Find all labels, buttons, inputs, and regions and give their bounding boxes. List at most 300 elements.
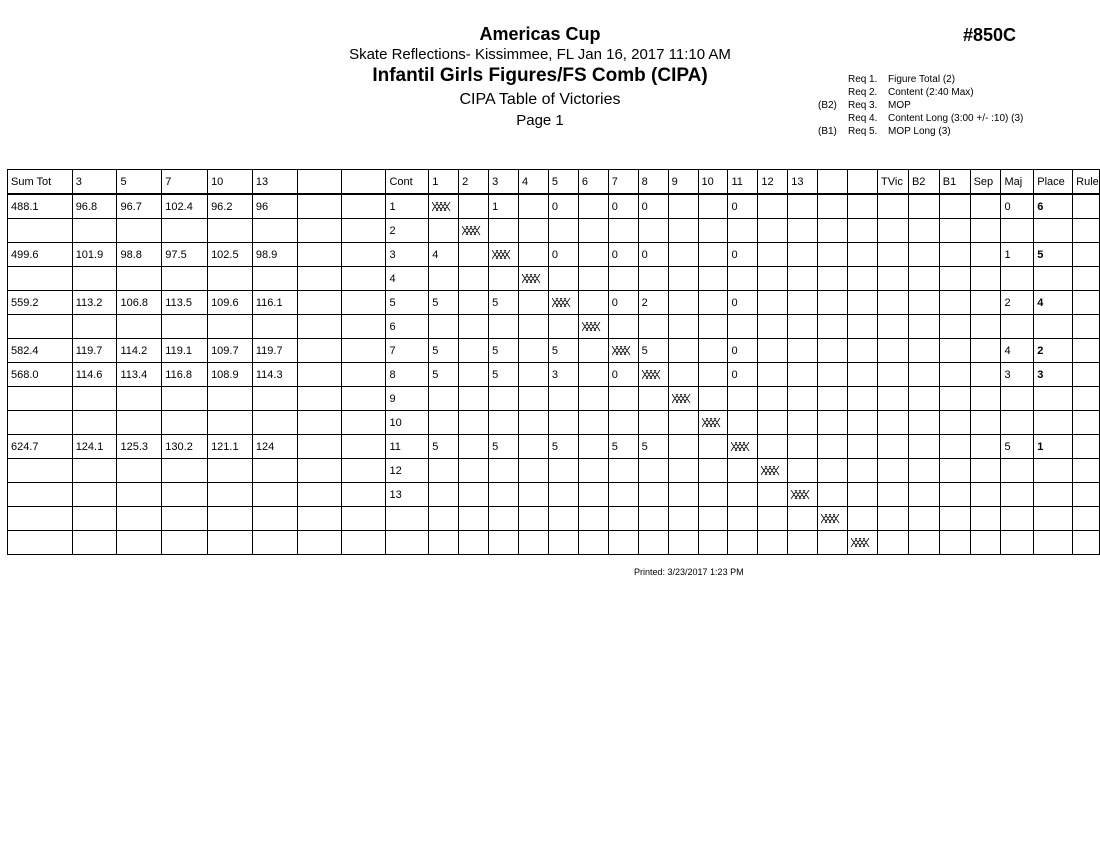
table-cell bbox=[818, 194, 848, 219]
table-cell bbox=[758, 194, 788, 219]
table-cell bbox=[1034, 531, 1073, 555]
crossed-cell-icon bbox=[642, 370, 663, 379]
table-cell bbox=[698, 507, 728, 531]
requirement-tag: (B1) bbox=[818, 126, 837, 137]
crossed-cell-icon bbox=[522, 274, 543, 283]
table-cell bbox=[970, 507, 1001, 531]
requirement-tag: (B2) bbox=[818, 100, 837, 111]
table-cell bbox=[578, 507, 608, 531]
requirement-number: 5. bbox=[869, 126, 878, 137]
column-header: 10 bbox=[208, 170, 253, 195]
table-cell bbox=[208, 219, 253, 243]
table-cell bbox=[578, 363, 608, 387]
table-cell bbox=[818, 291, 848, 315]
requirement-number: 3. bbox=[869, 100, 878, 111]
table-cell: 0 bbox=[608, 194, 638, 219]
crossed-cell bbox=[698, 411, 728, 435]
table-cell bbox=[489, 411, 519, 435]
table-cell bbox=[1034, 387, 1073, 411]
column-header: 13 bbox=[252, 170, 297, 195]
table-cell: 96.2 bbox=[208, 194, 253, 219]
table-cell bbox=[429, 411, 459, 435]
table-cell bbox=[728, 507, 758, 531]
table-cell bbox=[908, 363, 939, 387]
column-header bbox=[297, 170, 341, 195]
crossed-cell-icon bbox=[672, 394, 693, 403]
table-cell bbox=[297, 339, 341, 363]
table-row bbox=[8, 435, 1100, 459]
table-cell bbox=[698, 531, 728, 555]
table-cell bbox=[1073, 339, 1100, 363]
requirement-label: Req bbox=[848, 113, 867, 124]
table-cell: 98.8 bbox=[117, 243, 162, 267]
table-cell bbox=[342, 267, 386, 291]
table-cell bbox=[459, 194, 489, 219]
table-cell bbox=[788, 243, 818, 267]
table-cell: 0 bbox=[608, 291, 638, 315]
table-cell bbox=[518, 291, 548, 315]
table-cell bbox=[818, 243, 848, 267]
table-cell bbox=[698, 291, 728, 315]
table-cell bbox=[668, 507, 698, 531]
table-cell bbox=[578, 387, 608, 411]
crossed-cell bbox=[818, 507, 848, 531]
table-cell bbox=[728, 387, 758, 411]
table-cell bbox=[758, 483, 788, 507]
table-cell bbox=[939, 483, 970, 507]
table-cell: 130.2 bbox=[162, 435, 208, 459]
table-cell bbox=[878, 363, 909, 387]
table-cell bbox=[459, 291, 489, 315]
table-cell bbox=[1073, 483, 1100, 507]
table-cell: 108.9 bbox=[208, 363, 253, 387]
table-cell bbox=[818, 387, 848, 411]
table-cell bbox=[638, 387, 668, 411]
table-cell bbox=[72, 459, 117, 483]
table-cell bbox=[1001, 459, 1034, 483]
table-cell bbox=[939, 411, 970, 435]
table-cell bbox=[297, 243, 341, 267]
table-cell bbox=[878, 267, 909, 291]
table-cell bbox=[548, 531, 578, 555]
requirement-label: Req bbox=[848, 100, 867, 111]
table-cell bbox=[489, 459, 519, 483]
table-cell bbox=[818, 531, 848, 555]
table-cell bbox=[1034, 459, 1073, 483]
table-cell bbox=[518, 243, 548, 267]
table-cell bbox=[608, 315, 638, 339]
table-cell bbox=[848, 267, 878, 291]
table-cell: 119.1 bbox=[162, 339, 208, 363]
table-cell bbox=[878, 483, 909, 507]
requirement-item bbox=[818, 86, 1023, 99]
column-header: 4 bbox=[518, 170, 548, 195]
table-cell: 5 bbox=[548, 339, 578, 363]
crossed-cell bbox=[728, 435, 758, 459]
requirement-item bbox=[818, 125, 1023, 138]
table-cell bbox=[758, 531, 788, 555]
table-cell bbox=[548, 483, 578, 507]
table-cell bbox=[208, 411, 253, 435]
table-cell bbox=[297, 291, 341, 315]
table-cell bbox=[970, 411, 1001, 435]
table-cell bbox=[758, 267, 788, 291]
table-cell bbox=[72, 531, 117, 555]
table-cell bbox=[252, 531, 297, 555]
table-cell: 5 bbox=[638, 339, 668, 363]
table-cell: 114.6 bbox=[72, 363, 117, 387]
table-cell bbox=[608, 411, 638, 435]
table-cell: 116.1 bbox=[252, 291, 297, 315]
table-cell bbox=[698, 315, 728, 339]
crossed-cell-icon bbox=[462, 226, 483, 235]
table-cell: 5 bbox=[1001, 435, 1034, 459]
table-cell bbox=[970, 363, 1001, 387]
table-cell bbox=[608, 219, 638, 243]
table-cell bbox=[548, 459, 578, 483]
table-cell bbox=[758, 243, 788, 267]
table-cell bbox=[252, 315, 297, 339]
column-header: Place bbox=[1034, 170, 1073, 195]
table-cell bbox=[162, 315, 208, 339]
table-cell bbox=[878, 194, 909, 219]
table-cell bbox=[908, 291, 939, 315]
column-header: 7 bbox=[608, 170, 638, 195]
table-cell bbox=[939, 339, 970, 363]
report-title: Americas Cup bbox=[479, 24, 601, 44]
table-cell bbox=[1073, 267, 1100, 291]
table-cell bbox=[878, 219, 909, 243]
table-cell: 0 bbox=[728, 291, 758, 315]
table-cell bbox=[668, 267, 698, 291]
table-cell: 102.5 bbox=[208, 243, 253, 267]
table-cell: 119.7 bbox=[72, 339, 117, 363]
table-cell bbox=[459, 315, 489, 339]
table-cell bbox=[489, 315, 519, 339]
table-cell bbox=[908, 483, 939, 507]
table-row bbox=[8, 387, 1100, 411]
table-cell bbox=[117, 267, 162, 291]
table-cell bbox=[459, 459, 489, 483]
table-cell bbox=[848, 315, 878, 339]
table-cell bbox=[728, 483, 758, 507]
table-cell: 4 bbox=[1001, 339, 1034, 363]
table-cell bbox=[297, 435, 341, 459]
table-cell bbox=[8, 387, 73, 411]
column-header: 13 bbox=[788, 170, 818, 195]
table-cell: 624.7 bbox=[8, 435, 73, 459]
table-cell: 3 bbox=[1034, 363, 1073, 387]
table-cell bbox=[970, 219, 1001, 243]
table-row bbox=[8, 291, 1100, 315]
table-cell bbox=[1073, 219, 1100, 243]
table-cell bbox=[788, 291, 818, 315]
table-cell bbox=[117, 387, 162, 411]
table-cell bbox=[1073, 459, 1100, 483]
table-cell bbox=[459, 363, 489, 387]
table-cell: 12 bbox=[386, 459, 429, 483]
table-cell bbox=[668, 219, 698, 243]
column-header: TVic bbox=[878, 170, 909, 195]
table-cell: 9 bbox=[386, 387, 429, 411]
table-cell bbox=[208, 507, 253, 531]
table-cell bbox=[1073, 243, 1100, 267]
table-cell bbox=[908, 507, 939, 531]
table-cell bbox=[342, 483, 386, 507]
table-cell bbox=[788, 363, 818, 387]
column-header: B2 bbox=[908, 170, 939, 195]
page-number: Page 1 bbox=[516, 112, 564, 129]
requirement-number: 4. bbox=[869, 113, 878, 124]
table-cell bbox=[117, 531, 162, 555]
crossed-cell bbox=[518, 267, 548, 291]
table-cell bbox=[818, 411, 848, 435]
crossed-cell bbox=[489, 243, 519, 267]
table-cell: 5 bbox=[429, 291, 459, 315]
crossed-cell bbox=[668, 387, 698, 411]
table-cell bbox=[489, 267, 519, 291]
table-cell bbox=[208, 459, 253, 483]
requirement-text: Content Long (3:00 +/- :10) (3) bbox=[888, 113, 1024, 124]
table-cell bbox=[489, 531, 519, 555]
table-cell: 0 bbox=[728, 194, 758, 219]
table-cell bbox=[698, 435, 728, 459]
table-cell bbox=[758, 315, 788, 339]
crossed-cell-icon bbox=[612, 346, 633, 355]
table-cell bbox=[698, 339, 728, 363]
table-cell bbox=[518, 387, 548, 411]
table-cell bbox=[297, 531, 341, 555]
table-cell: 5 bbox=[489, 435, 519, 459]
table-cell bbox=[429, 483, 459, 507]
table-cell bbox=[908, 411, 939, 435]
table-cell: 5 bbox=[1034, 243, 1073, 267]
table-row bbox=[8, 507, 1100, 531]
table-cell bbox=[1073, 507, 1100, 531]
table-cell bbox=[297, 483, 341, 507]
table-cell: 488.1 bbox=[8, 194, 73, 219]
table-cell bbox=[489, 219, 519, 243]
table-cell bbox=[818, 459, 848, 483]
table-cell bbox=[848, 435, 878, 459]
table-row bbox=[8, 194, 1100, 219]
table-cell bbox=[878, 411, 909, 435]
column-header: 3 bbox=[489, 170, 519, 195]
table-cell bbox=[489, 483, 519, 507]
table-cell bbox=[908, 387, 939, 411]
crossed-cell-icon bbox=[821, 514, 842, 523]
column-header: 5 bbox=[117, 170, 162, 195]
crossed-cell-icon bbox=[761, 466, 782, 475]
table-cell bbox=[939, 531, 970, 555]
table-cell bbox=[429, 219, 459, 243]
requirement-item bbox=[818, 73, 1023, 86]
table-cell bbox=[970, 483, 1001, 507]
table-cell: 5 bbox=[548, 435, 578, 459]
table-cell bbox=[818, 267, 848, 291]
table-cell bbox=[788, 411, 818, 435]
table-row bbox=[8, 243, 1100, 267]
table-cell bbox=[578, 291, 608, 315]
table-cell bbox=[1001, 507, 1034, 531]
table-cell bbox=[970, 291, 1001, 315]
table-cell bbox=[429, 507, 459, 531]
table-cell bbox=[578, 459, 608, 483]
table-cell bbox=[908, 315, 939, 339]
crossed-cell bbox=[788, 483, 818, 507]
table-cell bbox=[1001, 483, 1034, 507]
table-cell: 559.2 bbox=[8, 291, 73, 315]
table-cell bbox=[908, 339, 939, 363]
table-cell bbox=[548, 507, 578, 531]
table-cell bbox=[939, 219, 970, 243]
table-cell bbox=[548, 219, 578, 243]
table-cell bbox=[668, 194, 698, 219]
table-cell: 4 bbox=[429, 243, 459, 267]
table-cell bbox=[788, 531, 818, 555]
table-cell: 2 bbox=[638, 291, 668, 315]
table-cell bbox=[297, 315, 341, 339]
table-cell bbox=[342, 243, 386, 267]
table-cell bbox=[578, 243, 608, 267]
table-cell bbox=[878, 291, 909, 315]
table-cell bbox=[518, 363, 548, 387]
table-cell bbox=[818, 315, 848, 339]
table-cell bbox=[698, 387, 728, 411]
table-cell: 6 bbox=[386, 315, 429, 339]
table-cell bbox=[548, 387, 578, 411]
table-cell: 0 bbox=[608, 363, 638, 387]
table-cell bbox=[939, 267, 970, 291]
table-cell bbox=[939, 435, 970, 459]
crossed-cell bbox=[608, 339, 638, 363]
table-cell bbox=[848, 387, 878, 411]
table-cell bbox=[208, 387, 253, 411]
table-cell bbox=[117, 315, 162, 339]
table-cell bbox=[208, 483, 253, 507]
table-row bbox=[8, 411, 1100, 435]
table-cell bbox=[518, 339, 548, 363]
table-cell bbox=[8, 411, 73, 435]
table-cell bbox=[342, 531, 386, 555]
table-cell bbox=[548, 411, 578, 435]
table-cell bbox=[878, 507, 909, 531]
column-header: 9 bbox=[668, 170, 698, 195]
table-cell bbox=[939, 459, 970, 483]
table-cell bbox=[728, 411, 758, 435]
table-cell bbox=[459, 435, 489, 459]
table-cell: 119.7 bbox=[252, 339, 297, 363]
table-cell: 1 bbox=[1034, 435, 1073, 459]
table-cell: 0 bbox=[728, 363, 758, 387]
table-cell bbox=[8, 507, 73, 531]
table-cell bbox=[698, 267, 728, 291]
crossed-cell-icon bbox=[731, 442, 752, 451]
table-cell bbox=[1073, 194, 1100, 219]
table-cell: 109.6 bbox=[208, 291, 253, 315]
table-cell bbox=[848, 483, 878, 507]
table-cell bbox=[342, 315, 386, 339]
table-cell bbox=[297, 194, 341, 219]
requirement-number: 2. bbox=[869, 87, 878, 98]
table-cell bbox=[1001, 267, 1034, 291]
requirements-list bbox=[818, 73, 1023, 138]
table-cell bbox=[342, 411, 386, 435]
crossed-cell bbox=[638, 363, 668, 387]
table-cell bbox=[638, 411, 668, 435]
table-cell bbox=[608, 267, 638, 291]
table-cell bbox=[429, 387, 459, 411]
table-cell bbox=[578, 339, 608, 363]
crossed-cell bbox=[459, 219, 489, 243]
table-cell bbox=[939, 387, 970, 411]
table-cell bbox=[668, 315, 698, 339]
table-cell: 3 bbox=[386, 243, 429, 267]
column-header: 6 bbox=[578, 170, 608, 195]
table-cell bbox=[1073, 387, 1100, 411]
column-header: Maj bbox=[1001, 170, 1034, 195]
column-header: 8 bbox=[638, 170, 668, 195]
table-cell bbox=[1073, 363, 1100, 387]
venue-line: Skate Reflections- Kissimmee, FL Jan 16, 2017 11:10 AM bbox=[349, 46, 731, 63]
column-header: 2 bbox=[459, 170, 489, 195]
table-cell bbox=[638, 507, 668, 531]
requirement-text: Figure Total (2) bbox=[888, 74, 956, 85]
table-cell bbox=[878, 315, 909, 339]
table-cell bbox=[939, 194, 970, 219]
table-cell: 5 bbox=[429, 435, 459, 459]
table-cell bbox=[908, 267, 939, 291]
table-cell bbox=[459, 531, 489, 555]
table-cell bbox=[758, 291, 788, 315]
column-header bbox=[342, 170, 386, 195]
table-cell bbox=[342, 194, 386, 219]
table-cell bbox=[578, 267, 608, 291]
table-cell bbox=[8, 483, 73, 507]
table-cell: 0 bbox=[1001, 194, 1034, 219]
table-cell: 5 bbox=[638, 435, 668, 459]
table-cell bbox=[1001, 531, 1034, 555]
table-cell bbox=[878, 339, 909, 363]
table-cell: 5 bbox=[489, 339, 519, 363]
table-cell: 114.2 bbox=[117, 339, 162, 363]
table-cell bbox=[970, 194, 1001, 219]
table-cell bbox=[1073, 435, 1100, 459]
table-cell: 113.2 bbox=[72, 291, 117, 315]
table-cell bbox=[117, 507, 162, 531]
table-cell bbox=[162, 267, 208, 291]
table-cell bbox=[908, 459, 939, 483]
table-cell: 5 bbox=[429, 339, 459, 363]
table-cell bbox=[818, 483, 848, 507]
table-cell bbox=[668, 435, 698, 459]
table-cell bbox=[489, 507, 519, 531]
table-cell bbox=[208, 531, 253, 555]
table-cell: 0 bbox=[638, 243, 668, 267]
table-cell bbox=[638, 219, 668, 243]
table-cell bbox=[970, 531, 1001, 555]
table-cell bbox=[878, 459, 909, 483]
table-cell: 101.9 bbox=[72, 243, 117, 267]
table-cell: 113.4 bbox=[117, 363, 162, 387]
table-cell bbox=[668, 243, 698, 267]
table-cell: 11 bbox=[386, 435, 429, 459]
table-cell: 5 bbox=[608, 435, 638, 459]
table-cell bbox=[297, 411, 341, 435]
table-cell bbox=[518, 219, 548, 243]
table-cell bbox=[429, 315, 459, 339]
event-title: Infantil Girls Figures/FS Comb (CIPA) bbox=[372, 65, 708, 86]
